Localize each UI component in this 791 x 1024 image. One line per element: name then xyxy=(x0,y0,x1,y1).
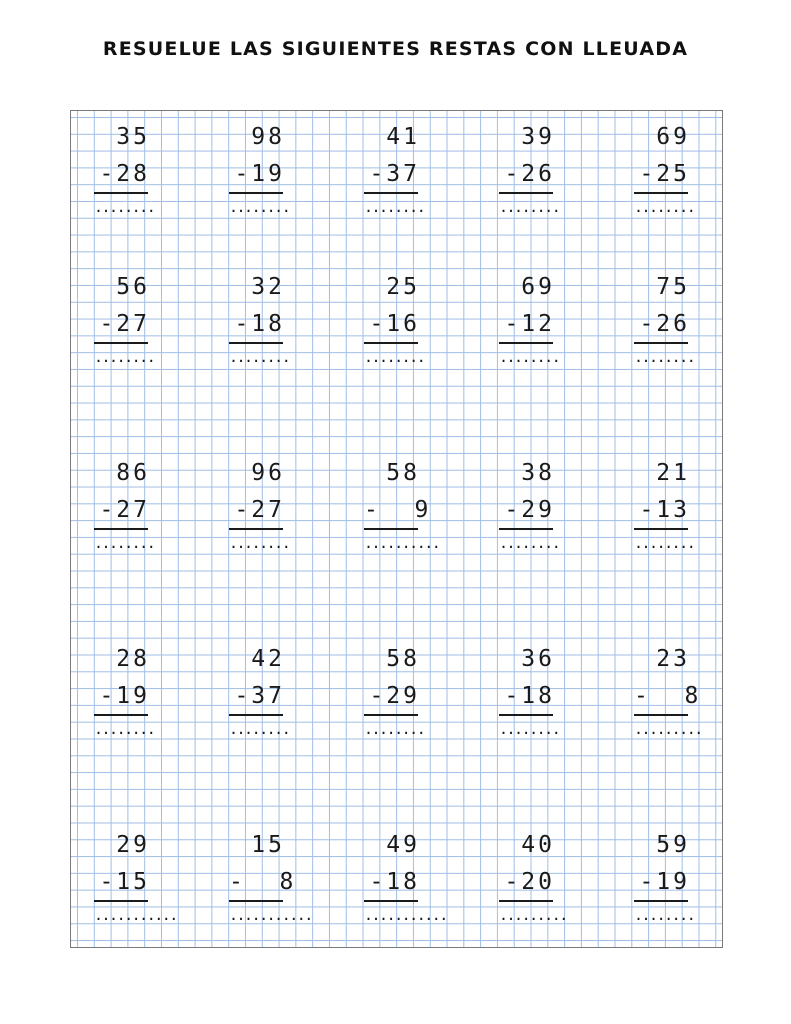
subtrahend: -20 xyxy=(504,869,555,895)
minuend: 42 xyxy=(251,646,285,672)
subtraction-problem xyxy=(499,462,609,572)
minuend: 15 xyxy=(251,832,285,858)
answer-blank[interactable]: ........... xyxy=(94,906,177,924)
underline-rule xyxy=(364,528,418,530)
subtrahend: -25 xyxy=(639,161,690,187)
answer-blank[interactable]: ........ xyxy=(634,534,695,552)
minuend: 25 xyxy=(386,274,420,300)
answer-blank[interactable]: ........ xyxy=(499,534,560,552)
subtraction-problem xyxy=(94,276,204,386)
subtrahend: - 8 xyxy=(634,683,702,709)
underline-rule xyxy=(364,714,418,716)
answer-blank[interactable]: ........ xyxy=(634,906,695,924)
subtrahend: -26 xyxy=(639,311,690,337)
subtraction-problem xyxy=(229,462,339,572)
answer-blank[interactable]: ........ xyxy=(364,198,425,216)
underline-rule xyxy=(229,714,283,716)
minuend: 23 xyxy=(656,646,690,672)
minuend: 36 xyxy=(521,646,555,672)
underline-rule xyxy=(364,900,418,902)
minuend: 59 xyxy=(656,832,690,858)
answer-blank[interactable]: ........ xyxy=(364,348,425,366)
minuend: 32 xyxy=(251,274,285,300)
minuend: 98 xyxy=(251,124,285,150)
underline-rule xyxy=(94,192,148,194)
minuend: 38 xyxy=(521,460,555,486)
subtraction-problem xyxy=(364,462,474,572)
answer-blank[interactable]: ........ xyxy=(94,198,155,216)
answer-blank[interactable]: ........... xyxy=(229,906,312,924)
subtraction-problem xyxy=(499,276,609,386)
underline-rule xyxy=(94,714,148,716)
answer-blank[interactable]: ........ xyxy=(94,534,155,552)
subtraction-problem xyxy=(499,648,609,758)
answer-blank[interactable]: ......... xyxy=(634,720,702,738)
subtrahend: -37 xyxy=(369,161,420,187)
subtrahend: - 9 xyxy=(364,497,432,523)
underline-rule xyxy=(634,900,688,902)
subtraction-problem xyxy=(94,834,204,944)
subtraction-problem xyxy=(364,834,474,944)
subtrahend: -16 xyxy=(369,311,420,337)
subtrahend: -26 xyxy=(504,161,555,187)
underline-rule xyxy=(634,714,688,716)
subtrahend: -28 xyxy=(99,161,150,187)
subtrahend: -13 xyxy=(639,497,690,523)
minuend: 40 xyxy=(521,832,555,858)
subtraction-problem xyxy=(94,648,204,758)
answer-blank[interactable]: ........... xyxy=(364,906,447,924)
subtraction-problem xyxy=(634,462,744,572)
answer-blank[interactable]: ........ xyxy=(634,348,695,366)
underline-rule xyxy=(634,192,688,194)
answer-blank[interactable]: ........ xyxy=(229,198,290,216)
answer-blank[interactable]: ........ xyxy=(634,198,695,216)
minuend: 58 xyxy=(386,646,420,672)
answer-blank[interactable]: ........ xyxy=(229,720,290,738)
subtraction-problem xyxy=(94,126,204,236)
subtrahend: -18 xyxy=(369,869,420,895)
answer-blank[interactable]: ........ xyxy=(499,348,560,366)
answer-blank[interactable]: ........ xyxy=(229,348,290,366)
subtrahend: -27 xyxy=(234,497,285,523)
minuend: 86 xyxy=(116,460,150,486)
subtraction-problem xyxy=(634,126,744,236)
worksheet-title: RESUELUE LAS SIGUIENTES RESTAS CON LLEUADA xyxy=(102,38,689,60)
underline-rule xyxy=(499,192,553,194)
subtraction-problem xyxy=(229,126,339,236)
minuend: 75 xyxy=(656,274,690,300)
subtraction-problem xyxy=(634,648,744,758)
minuend: 96 xyxy=(251,460,285,486)
subtraction-problem xyxy=(364,276,474,386)
answer-blank[interactable]: ........ xyxy=(499,198,560,216)
minuend: 56 xyxy=(116,274,150,300)
underline-rule xyxy=(499,528,553,530)
subtrahend: -37 xyxy=(234,683,285,709)
subtraction-problem xyxy=(229,834,339,944)
answer-blank[interactable]: ........ xyxy=(364,720,425,738)
answer-blank[interactable]: ........ xyxy=(94,348,155,366)
subtraction-problem xyxy=(229,276,339,386)
subtraction-problem xyxy=(364,126,474,236)
subtrahend: -12 xyxy=(504,311,555,337)
underline-rule xyxy=(634,528,688,530)
underline-rule xyxy=(499,900,553,902)
subtraction-problem xyxy=(499,834,609,944)
subtrahend: -18 xyxy=(234,311,285,337)
subtraction-problem xyxy=(229,648,339,758)
answer-blank[interactable]: ........ xyxy=(229,534,290,552)
underline-rule xyxy=(229,192,283,194)
answer-blank[interactable]: ......... xyxy=(499,906,567,924)
subtrahend: -29 xyxy=(369,683,420,709)
underline-rule xyxy=(94,900,148,902)
minuend: 29 xyxy=(116,832,150,858)
minuend: 35 xyxy=(116,124,150,150)
underline-rule xyxy=(634,342,688,344)
minuend: 28 xyxy=(116,646,150,672)
minuend: 49 xyxy=(386,832,420,858)
answer-blank[interactable]: .......... xyxy=(364,534,440,552)
subtrahend: - 8 xyxy=(229,869,297,895)
minuend: 21 xyxy=(656,460,690,486)
minuend: 41 xyxy=(386,124,420,150)
subtraction-problem xyxy=(364,648,474,758)
underline-rule xyxy=(94,342,148,344)
minuend: 69 xyxy=(521,274,555,300)
underline-rule xyxy=(229,342,283,344)
subtrahend: -19 xyxy=(99,683,150,709)
underline-rule xyxy=(94,528,148,530)
subtrahend: -27 xyxy=(99,311,150,337)
subtrahend: -19 xyxy=(234,161,285,187)
underline-rule xyxy=(229,900,283,902)
answer-blank[interactable]: ........ xyxy=(94,720,155,738)
subtraction-problem xyxy=(634,834,744,944)
subtrahend: -27 xyxy=(99,497,150,523)
underline-rule xyxy=(364,342,418,344)
subtraction-problem xyxy=(634,276,744,386)
subtrahend: -18 xyxy=(504,683,555,709)
subtraction-problem xyxy=(499,126,609,236)
underline-rule xyxy=(499,342,553,344)
subtrahend: -15 xyxy=(99,869,150,895)
underline-rule xyxy=(229,528,283,530)
minuend: 58 xyxy=(386,460,420,486)
underline-rule xyxy=(499,714,553,716)
minuend: 69 xyxy=(656,124,690,150)
subtraction-problem xyxy=(94,462,204,572)
minuend: 39 xyxy=(521,124,555,150)
underline-rule xyxy=(364,192,418,194)
subtrahend: -19 xyxy=(639,869,690,895)
subtrahend: -29 xyxy=(504,497,555,523)
answer-blank[interactable]: ........ xyxy=(499,720,560,738)
